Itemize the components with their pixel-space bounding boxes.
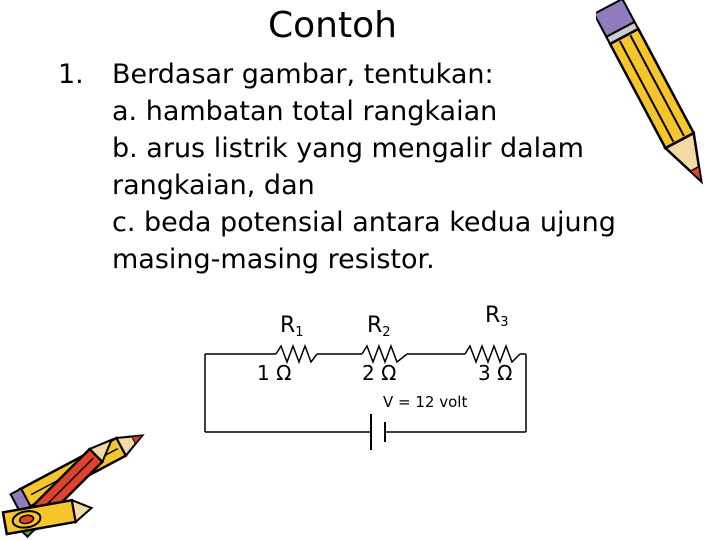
resistor-r2-label: $R_2$ bbox=[367, 313, 391, 340]
resistor-r2-zigzag bbox=[362, 346, 407, 362]
resistor-r3-zigzag bbox=[465, 346, 520, 362]
pencil-icon bbox=[596, 0, 720, 200]
problem-line-b-cont: rangkaian, dan bbox=[112, 170, 315, 201]
resistor-r1-value: 1 Ω bbox=[257, 361, 292, 385]
problem-line-b: b. arus listrik yang mengalir dalam bbox=[112, 133, 584, 164]
resistor-r1-zigzag bbox=[276, 346, 317, 362]
resistor-r2-value: 2 Ω bbox=[362, 361, 397, 385]
problem-line-intro: Berdasar gambar, tentukan: bbox=[112, 59, 494, 90]
problem-line-a: a. hambatan total rangkaian bbox=[112, 96, 498, 127]
slide-title: Contoh bbox=[268, 5, 397, 46]
problem-number: 1. bbox=[58, 59, 84, 90]
problem-line-c-cont: masing-masing resistor. bbox=[112, 244, 435, 275]
problem-line-c: c. beda potensial antara kedua ujung bbox=[112, 207, 616, 238]
pencils-bundle-icon bbox=[0, 420, 160, 540]
resistor-r3-value: 3 Ω bbox=[478, 361, 513, 385]
resistor-r1-label: $R_1$ bbox=[280, 313, 304, 340]
voltage-source-label: V = 12 volt bbox=[383, 393, 468, 411]
resistor-r3-label: $R_3$ bbox=[485, 303, 509, 330]
